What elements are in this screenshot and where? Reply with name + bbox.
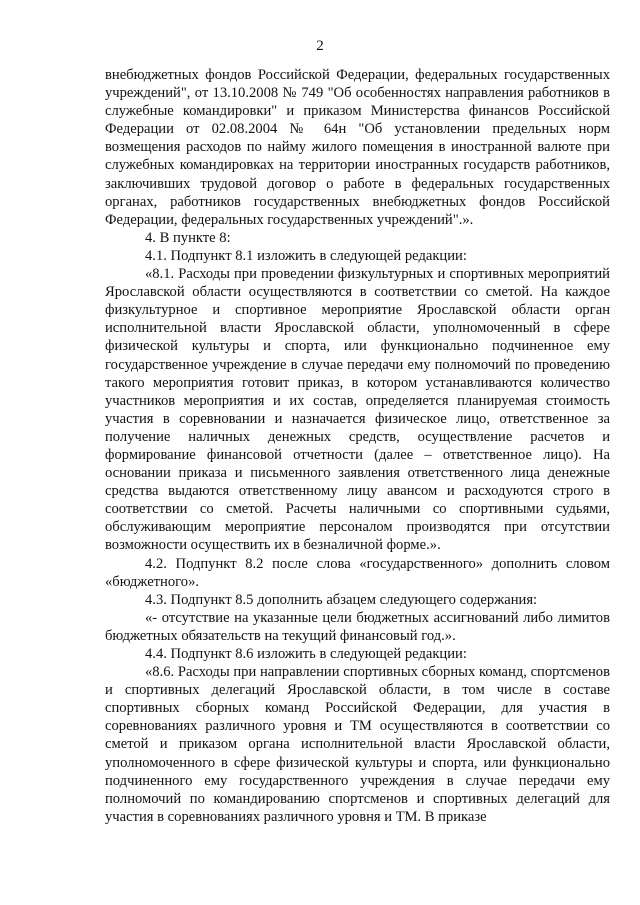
paragraph-quote-8-6: «8.6. Расходы при направлении спортивных сборных команд, спортсменов и спортивных делегаций Ярославской области, в том числе в составе спортивных сборных команд Российской Федерации, для участия в соревнованиях различного уровня и ТМ осуществляются в соответствии со сметой и приказом органа исполнительной власти Ярославской области, уполномоченного в сфере физической культуры и спорта, или функционально подчиненного ему государственного учреждения в случае передачи ему полномочий по командированию спортсменов и спортивных делегаций для участия в соревнованиях различного уровня и ТМ. В приказе	[105, 664, 610, 825]
paragraph-item-4-2: 4.2. Подпункт 8.2 после слова «государственного» дополнить словом «бюджетного».	[105, 555, 610, 590]
paragraph-continuation: внебюджетных фондов Российской Федерации, федеральных государственных учреждений", от 13.10.2008 № 749 "Об особенностях направления работников в служебные командировки" и приказом Министерства финансов Российской Федерации от 02.08.2004 № 64н "Об установлении предельных норм возмещения расходов по найму жилого помещения в иностранной валюте при служебных командировках на территории иностранных государств работников, заключивших трудовой договор о работе в федеральных государственных органах, работников государственных внебюджетных фондов Российской Федерации, федеральных государственных учреждений".».	[105, 67, 610, 228]
paragraph-item-4-4: 4.4. Подпункт 8.6 изложить в следующей редакции:	[145, 646, 467, 662]
paragraph-item-4-1: 4.1. Подпункт 8.1 изложить в следующей редакции:	[145, 247, 467, 264]
paragraph-item-4-3: 4.3. Подпункт 8.5 дополнить абзацем следующего содержания:	[145, 591, 538, 608]
page-number: 2	[316, 38, 324, 54]
paragraph-quote-8-5: «- отсутствие на указанные цели бюджетных ассигнований либо лимитов бюджетных обязательств на текущий финансовый год.».	[105, 609, 610, 644]
paragraph-item-4: 4. В пункте 8:	[145, 229, 231, 246]
document-body	[105, 66, 610, 826]
paragraph-quote-8-1: «8.1. Расходы при проведении физкультурных и спортивных мероприятий Ярославской области осуществляются в соответствии со сметой. На каждое физкультурное и спортивное мероприятие Ярославской области орган исполнительной власти Ярославской области, уполномоченный в сфере физической культуры и спорта, или функционально подчиненное ему государственное учреждение в случае передачи ему полномочий по проведению такого мероприятия готовит приказ, в котором устанавливаются количество участников мероприятия и их состав, определяется планируемая стоимость участия в соревновании и назначается физическое лицо, ответственное за получение наличных денежных средств, осуществление расчетов и формирование финансовой отчетности (далее – ответственное лицо). На основании приказа и письменного заявления ответственного лица денежные средства выдаются ответственному лицу авансом и расходуются строго в соответствии со сметой. Расчеты наличными со спортивными судьями, обслуживающим мероприятие персоналом производятся при отсутствии возможности осуществить их в безналичной форме.».	[105, 266, 610, 554]
